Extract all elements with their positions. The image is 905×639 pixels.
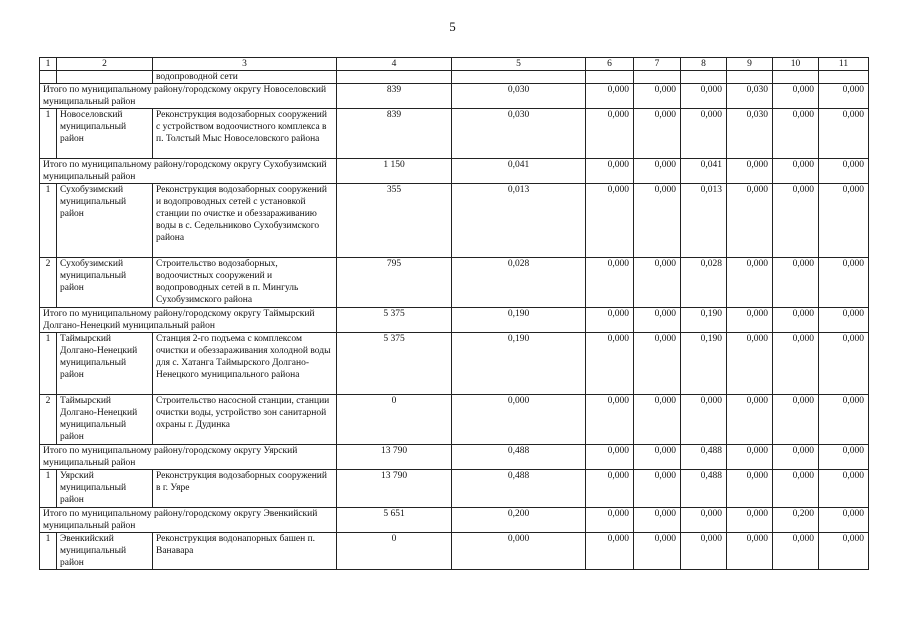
value-cell: 0,488: [681, 445, 727, 470]
col-header: 2: [57, 58, 153, 71]
col-header: 9: [727, 58, 773, 71]
value-cell: 0,000: [634, 184, 681, 258]
value-cell: 0,000: [727, 258, 773, 308]
amount-cell: 795: [337, 258, 452, 308]
amount-cell: 1 150: [337, 159, 452, 184]
table-row: [40, 258, 869, 308]
value-cell: 0,000: [727, 308, 773, 333]
value-cell: 0,000: [634, 109, 681, 159]
table-row: [40, 333, 869, 395]
subtotal-label: Итого по муниципальному району/городскому округу Новоселовский муниципальный район: [40, 84, 337, 109]
amount-cell: 5 375: [337, 333, 452, 395]
value-cell: 0,000: [452, 533, 586, 570]
project-cell: Реконструкция водонапорных башен п. Ванавара: [153, 533, 337, 570]
amount-cell: 13 790: [337, 470, 452, 508]
value-cell: 0,000: [819, 184, 869, 258]
value-cell: 0,000: [773, 258, 819, 308]
project-cell: Реконструкция водозаборных сооружений с устройством водоочистного комплекса в п. Толстый Мыс Новоселовского района: [153, 109, 337, 159]
col-header: 3: [153, 58, 337, 71]
page-number: 5: [449, 19, 456, 34]
value-cell: 0,000: [819, 258, 869, 308]
row-number: 1: [40, 533, 57, 570]
value-cell: 0,000: [773, 84, 819, 109]
subtotal-row: [40, 445, 869, 470]
value-cell: 0,000: [727, 395, 773, 445]
value-cell: 0,000: [819, 445, 869, 470]
district-cell: Эвенкийский муниципальный район: [57, 533, 153, 570]
value-cell: 0,000: [452, 395, 586, 445]
value-cell: 0,000: [634, 395, 681, 445]
col-header: 10: [773, 58, 819, 71]
amount-cell: 13 790: [337, 445, 452, 470]
project-cell: Строительство насосной станции, станции очистки воды, устройство зон санитарной охраны г. Дудинка: [153, 395, 337, 445]
col-header: 8: [681, 58, 727, 71]
project-cell: водопроводной сети: [153, 71, 337, 84]
value-cell: 0,000: [727, 333, 773, 395]
value-cell: 0,000: [819, 109, 869, 159]
col-header: 5: [452, 58, 586, 71]
value-cell: 0,030: [727, 84, 773, 109]
table-row: [40, 533, 869, 570]
value-cell: 0,190: [452, 333, 586, 395]
amount-cell: 839: [337, 109, 452, 159]
table-row: [40, 109, 869, 159]
value-cell: 0,000: [773, 445, 819, 470]
value-cell: 0,000: [586, 445, 634, 470]
amount-cell: 5 651: [337, 508, 452, 533]
col-header: 11: [819, 58, 869, 71]
value-cell: 0,013: [452, 184, 586, 258]
value-cell: 0,000: [773, 184, 819, 258]
value-cell: 0,000: [586, 333, 634, 395]
value-cell: 0,000: [819, 508, 869, 533]
subtotal-row: [40, 159, 869, 184]
value-cell: 0,000: [819, 395, 869, 445]
value-cell: 0,000: [773, 308, 819, 333]
value-cell: 0,000: [586, 84, 634, 109]
col-header: 1: [40, 58, 57, 71]
project-cell: Строительство водозаборных, водоочистных сооружений и водопроводных сетей в п. Мингуль Сухобузимского района: [153, 258, 337, 308]
amount-cell: 0: [337, 395, 452, 445]
value-cell: 0,000: [773, 395, 819, 445]
row-number: 1: [40, 109, 57, 159]
district-cell: Новоселовский муниципальный район: [57, 109, 153, 159]
col-header: 7: [634, 58, 681, 71]
district-cell: Сухобузимский муниципальный район: [57, 258, 153, 308]
value-cell: 0,000: [819, 308, 869, 333]
value-cell: 0,000: [773, 470, 819, 508]
value-cell: 0,030: [452, 84, 586, 109]
value-cell: 0,190: [452, 308, 586, 333]
value-cell: 0,000: [773, 333, 819, 395]
value-cell: 0,000: [634, 445, 681, 470]
value-cell: 0,200: [452, 508, 586, 533]
project-cell: Реконструкция водозаборных сооружений в г. Уяре: [153, 470, 337, 508]
continuation-row: [40, 71, 869, 84]
value-cell: 0,000: [819, 470, 869, 508]
value-cell: 0,000: [773, 159, 819, 184]
value-cell: 0,000: [634, 84, 681, 109]
amount-cell: 5 375: [337, 308, 452, 333]
district-cell: Уярский муниципальный район: [57, 470, 153, 508]
row-number: 2: [40, 258, 57, 308]
subtotal-label: Итого по муниципальному району/городскому округу Эвенкийский муниципальный район: [40, 508, 337, 533]
row-number: 1: [40, 470, 57, 508]
subtotal-row: [40, 508, 869, 533]
subtotal-label: Итого по муниципальному району/городскому округу Сухобузимский муниципальный район: [40, 159, 337, 184]
value-cell: 0,000: [634, 470, 681, 508]
funding-table: [39, 57, 869, 570]
col-header: 4: [337, 58, 452, 71]
value-cell: 0,013: [681, 184, 727, 258]
value-cell: 0,000: [819, 159, 869, 184]
amount-cell: 355: [337, 184, 452, 258]
amount-cell: 0: [337, 533, 452, 570]
value-cell: 0,000: [634, 258, 681, 308]
subtotal-row: [40, 84, 869, 109]
value-cell: 0,000: [773, 533, 819, 570]
value-cell: 0,041: [452, 159, 586, 184]
value-cell: 0,000: [586, 470, 634, 508]
value-cell: 0,000: [727, 533, 773, 570]
value-cell: 0,000: [586, 308, 634, 333]
value-cell: 0,190: [681, 333, 727, 395]
value-cell: 0,000: [681, 109, 727, 159]
value-cell: 0,000: [681, 533, 727, 570]
value-cell: 0,030: [452, 109, 586, 159]
subtotal-row: [40, 308, 869, 333]
value-cell: 0,200: [773, 508, 819, 533]
col-header: 6: [586, 58, 634, 71]
district-cell: Таймырский Долгано-Ненецкий муниципальный район: [57, 395, 153, 445]
value-cell: 0,000: [819, 84, 869, 109]
value-cell: 0,000: [634, 508, 681, 533]
value-cell: 0,000: [727, 159, 773, 184]
value-cell: 0,000: [586, 258, 634, 308]
district-cell: Таймырский Долгано-Ненецкий муниципальный район: [57, 333, 153, 395]
value-cell: 0,000: [681, 84, 727, 109]
value-cell: 0,000: [773, 109, 819, 159]
value-cell: 0,028: [681, 258, 727, 308]
value-cell: 0,000: [681, 508, 727, 533]
row-number: 1: [40, 333, 57, 395]
value-cell: 0,488: [452, 445, 586, 470]
value-cell: 0,030: [727, 109, 773, 159]
value-cell: 0,000: [586, 395, 634, 445]
project-cell: Реконструкция водозаборных сооружений и водопроводных сетей с установкой станции по очистке и обеззараживанию воды в с. Седельниково Сухобузимского района: [153, 184, 337, 258]
value-cell: 0,000: [634, 533, 681, 570]
value-cell: 0,000: [727, 184, 773, 258]
table-row: [40, 184, 869, 258]
value-cell: 0,000: [727, 508, 773, 533]
header-row: [40, 58, 869, 71]
value-cell: 0,000: [634, 308, 681, 333]
value-cell: 0,000: [586, 508, 634, 533]
value-cell: 0,000: [727, 470, 773, 508]
value-cell: 0,041: [681, 159, 727, 184]
value-cell: 0,000: [819, 533, 869, 570]
value-cell: 0,000: [819, 333, 869, 395]
value-cell: 0,000: [586, 184, 634, 258]
value-cell: 0,488: [681, 470, 727, 508]
value-cell: 0,000: [586, 159, 634, 184]
value-cell: 0,000: [634, 159, 681, 184]
subtotal-label: Итого по муниципальному району/городскому округу Таймырский Долгано-Ненецкий муниципальный район: [40, 308, 337, 333]
value-cell: 0,190: [681, 308, 727, 333]
value-cell: 0,000: [586, 533, 634, 570]
table-row: [40, 395, 869, 445]
value-cell: 0,000: [727, 445, 773, 470]
row-number: 1: [40, 184, 57, 258]
table-row: [40, 470, 869, 508]
value-cell: 0,028: [452, 258, 586, 308]
amount-cell: 839: [337, 84, 452, 109]
district-cell: Сухобузимский муниципальный район: [57, 184, 153, 258]
value-cell: 0,000: [634, 333, 681, 395]
value-cell: 0,000: [586, 109, 634, 159]
project-cell: Станция 2-го подъема с комплексом очистки и обеззараживания холодной воды для с. Хатанга Таймырского Долгано-Ненецкого муниципального района: [153, 333, 337, 395]
subtotal-label: Итого по муниципальному району/городскому округу Уярский муниципальный район: [40, 445, 337, 470]
value-cell: 0,000: [681, 395, 727, 445]
row-number: 2: [40, 395, 57, 445]
value-cell: 0,488: [452, 470, 586, 508]
